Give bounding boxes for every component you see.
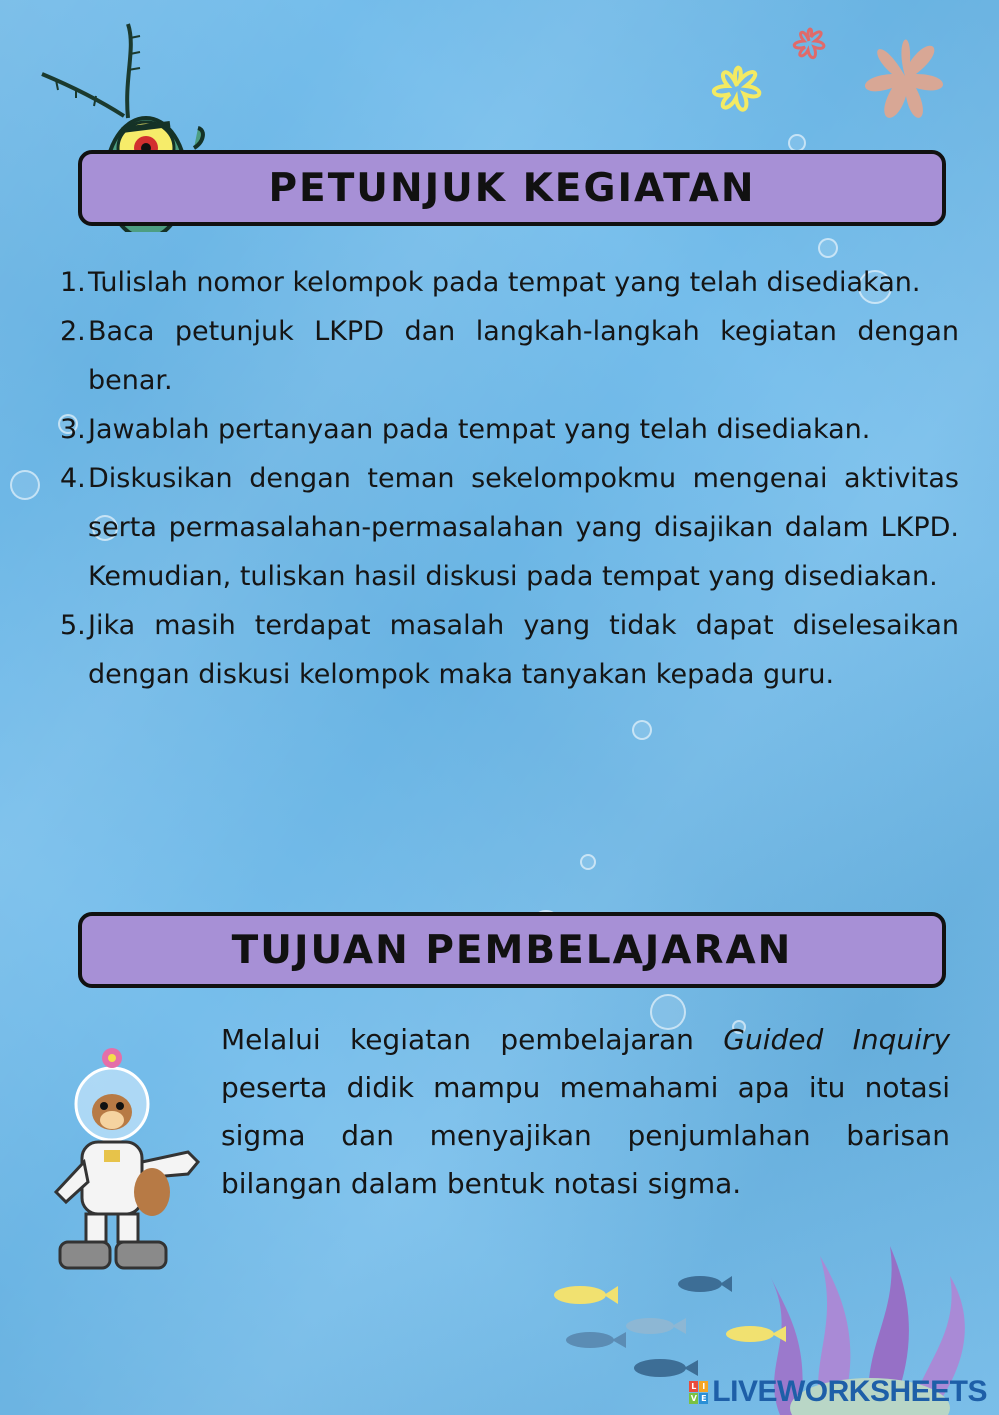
flower-decoration-icon [786,22,832,64]
tujuan-pembelajaran-banner [78,912,946,988]
flower-decoration-icon [700,56,774,122]
tujuan-emphasis: Guided Inquiry [723,1023,951,1056]
list-text: Jawablah pertanyaan pada tempat yang telah disediakan. [88,414,871,445]
liveworksheets-logo [689,1375,987,1409]
logo-brand-text: LIVEWORKSHEETS [712,1375,987,1408]
sandy-character-icon [38,1042,206,1276]
list-item [60,405,959,454]
logo-badge-icon: L I V E [690,1381,707,1403]
flower-decoration-icon [850,18,960,142]
list-text: Tulislah nomor kelompok pada tempat yang telah disediakan. [88,267,921,298]
petunjuk-kegiatan-banner [78,150,946,226]
list-text: Diskusikan dengan teman sekelompokmu mengenai aktivitas serta permasalahan-permasalahan yang disajikan dalam LKPD. Kemudian, tuliskan hasil diskusi pada tempat yang disediakan. [88,463,959,592]
bubble-decoration [580,854,596,870]
bubble-decoration [632,720,652,740]
list-number: 5. [60,610,86,641]
list-item [60,307,959,405]
list-number: 4. [60,463,86,494]
list-number: 2. [60,316,86,347]
tujuan-paragraph [221,1016,950,1208]
list-item [60,258,959,307]
tujuan-text-start: Melalui kegiatan pembelajaran [221,1023,724,1056]
bubble-decoration [10,470,40,500]
fish-decoration-icon [550,1270,790,1390]
instruction-list [60,258,959,699]
list-number: 3. [60,414,86,445]
section-title: TUJUAN PEMBELAJARAN [231,927,793,973]
list-text: Baca petunjuk LKPD dan langkah-langkah kegiatan dengan benar. [88,316,959,396]
list-item [60,454,959,601]
list-item [60,601,959,699]
list-number: 1. [60,267,86,298]
bubble-decoration [818,238,838,258]
tujuan-text-end: peserta didik mampu memahami apa itu notasi sigma dan menyajikan penjumlahan barisan bilangan dalam bentuk notasi sigma. [221,1071,950,1200]
list-text: Jika masih terdapat masalah yang tidak dapat diselesaikan dengan diskusi kelompok maka tanyakan kepada guru. [88,610,959,690]
section-title: PETUNJUK KEGIATAN [268,165,756,211]
